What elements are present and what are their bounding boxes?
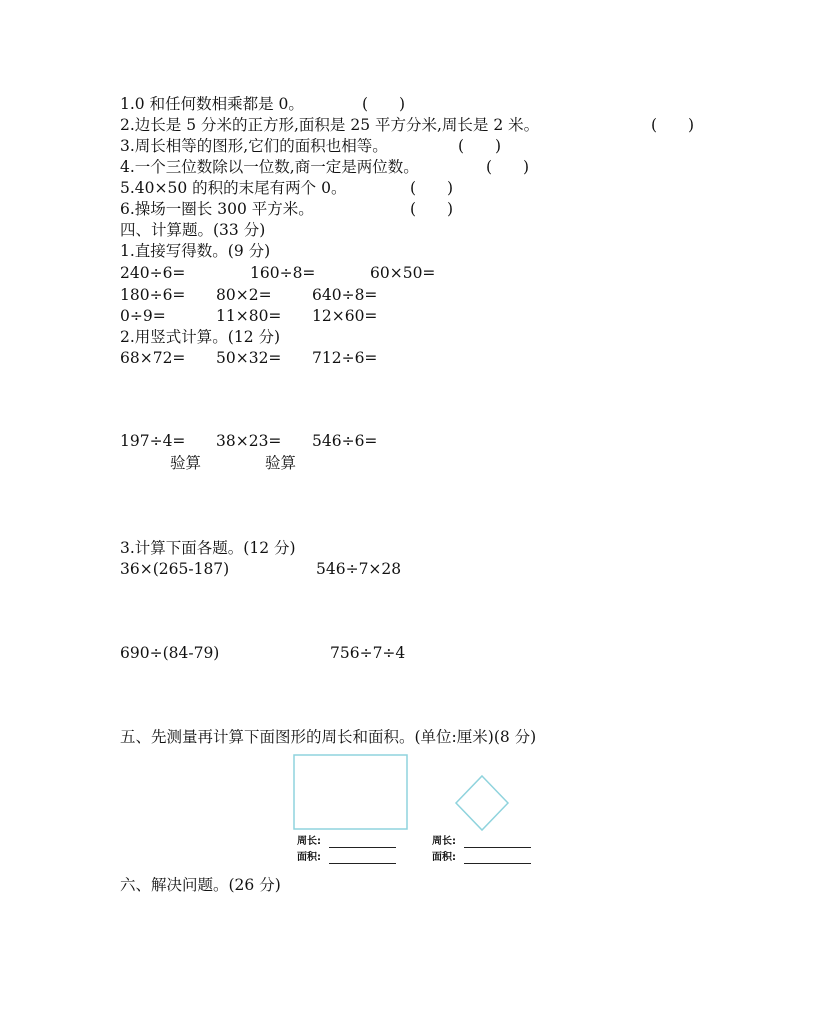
judge-bracket-1[interactable]: ( )	[362, 95, 406, 113]
oral-calc-1-2: 160÷8=	[250, 264, 316, 282]
area-answer-line-1[interactable]	[329, 863, 396, 864]
check-label-1: 验算	[170, 454, 202, 472]
oral-calc-2-1: 180÷6=	[120, 286, 186, 304]
judge-bracket-5[interactable]: ( )	[410, 179, 454, 197]
square-diamond-shape	[456, 776, 508, 830]
judge-item-6: 6.操场一圈长 300 平方米。	[120, 200, 314, 218]
oral-calc-3-2: 11×80=	[216, 307, 282, 325]
part2-title: 2.用竖式计算。(12 分)	[120, 328, 281, 346]
oral-calc-3-3: 12×60=	[312, 307, 378, 325]
perimeter-label-1: 周长:	[297, 836, 321, 847]
rectangle-shape	[294, 755, 407, 829]
oral-calc-1-1: 240÷6=	[120, 264, 186, 282]
judge-bracket-2[interactable]: ( )	[651, 116, 695, 134]
part1-title: 1.直接写得数。(9 分)	[120, 242, 271, 260]
vertical-calc-1: 68×72=	[120, 349, 186, 367]
oral-calc-3-1: 0÷9=	[120, 307, 166, 325]
judge-item-3: 3.周长相等的图形,它们的面积也相等。	[120, 137, 388, 155]
oral-calc-2-2: 80×2=	[216, 286, 272, 304]
vertical-calc-6: 546÷6=	[312, 432, 378, 450]
judge-item-2: 2.边长是 5 分米的正方形,面积是 25 平方分米,周长是 2 米。	[120, 116, 540, 134]
oral-calc-2-3: 640÷8=	[312, 286, 378, 304]
judge-item-1: 1.0 和任何数相乘都是 0。	[120, 95, 304, 113]
judge-bracket-3[interactable]: ( )	[458, 137, 502, 155]
section-6-title: 六、解决问题。(26 分)	[120, 876, 281, 894]
mixed-calc-3: 690÷(84-79)	[120, 644, 220, 662]
check-label-2: 验算	[265, 454, 297, 472]
area-answer-line-2[interactable]	[464, 863, 531, 864]
perimeter-answer-line-1[interactable]	[329, 847, 396, 848]
judge-item-5: 5.40×50 的积的末尾有两个 0。	[120, 179, 347, 197]
oral-calc-1-3: 60×50=	[370, 264, 436, 282]
vertical-calc-2: 50×32=	[216, 349, 282, 367]
area-label-1: 面积:	[297, 852, 321, 863]
vertical-calc-4: 197÷4=	[120, 432, 186, 450]
part3-title: 3.计算下面各题。(12 分)	[120, 539, 296, 557]
vertical-calc-3: 712÷6=	[312, 349, 378, 367]
section-4-title: 四、计算题。(33 分)	[120, 221, 266, 239]
section-5-title: 五、先测量再计算下面图形的周长和面积。(单位:厘米)(8 分)	[120, 728, 537, 746]
judge-bracket-4[interactable]: ( )	[486, 158, 530, 176]
judge-bracket-6[interactable]: ( )	[410, 200, 454, 218]
mixed-calc-2: 546÷7×28	[316, 560, 402, 578]
vertical-calc-5: 38×23=	[216, 432, 282, 450]
perimeter-answer-line-2[interactable]	[464, 847, 531, 848]
mixed-calc-4: 756÷7÷4	[330, 644, 406, 662]
judge-item-4: 4.一个三位数除以一位数,商一定是两位数。	[120, 158, 419, 176]
perimeter-label-2: 周长:	[432, 836, 456, 847]
mixed-calc-1: 36×(265-187)	[120, 560, 230, 578]
area-label-2: 面积:	[432, 852, 456, 863]
